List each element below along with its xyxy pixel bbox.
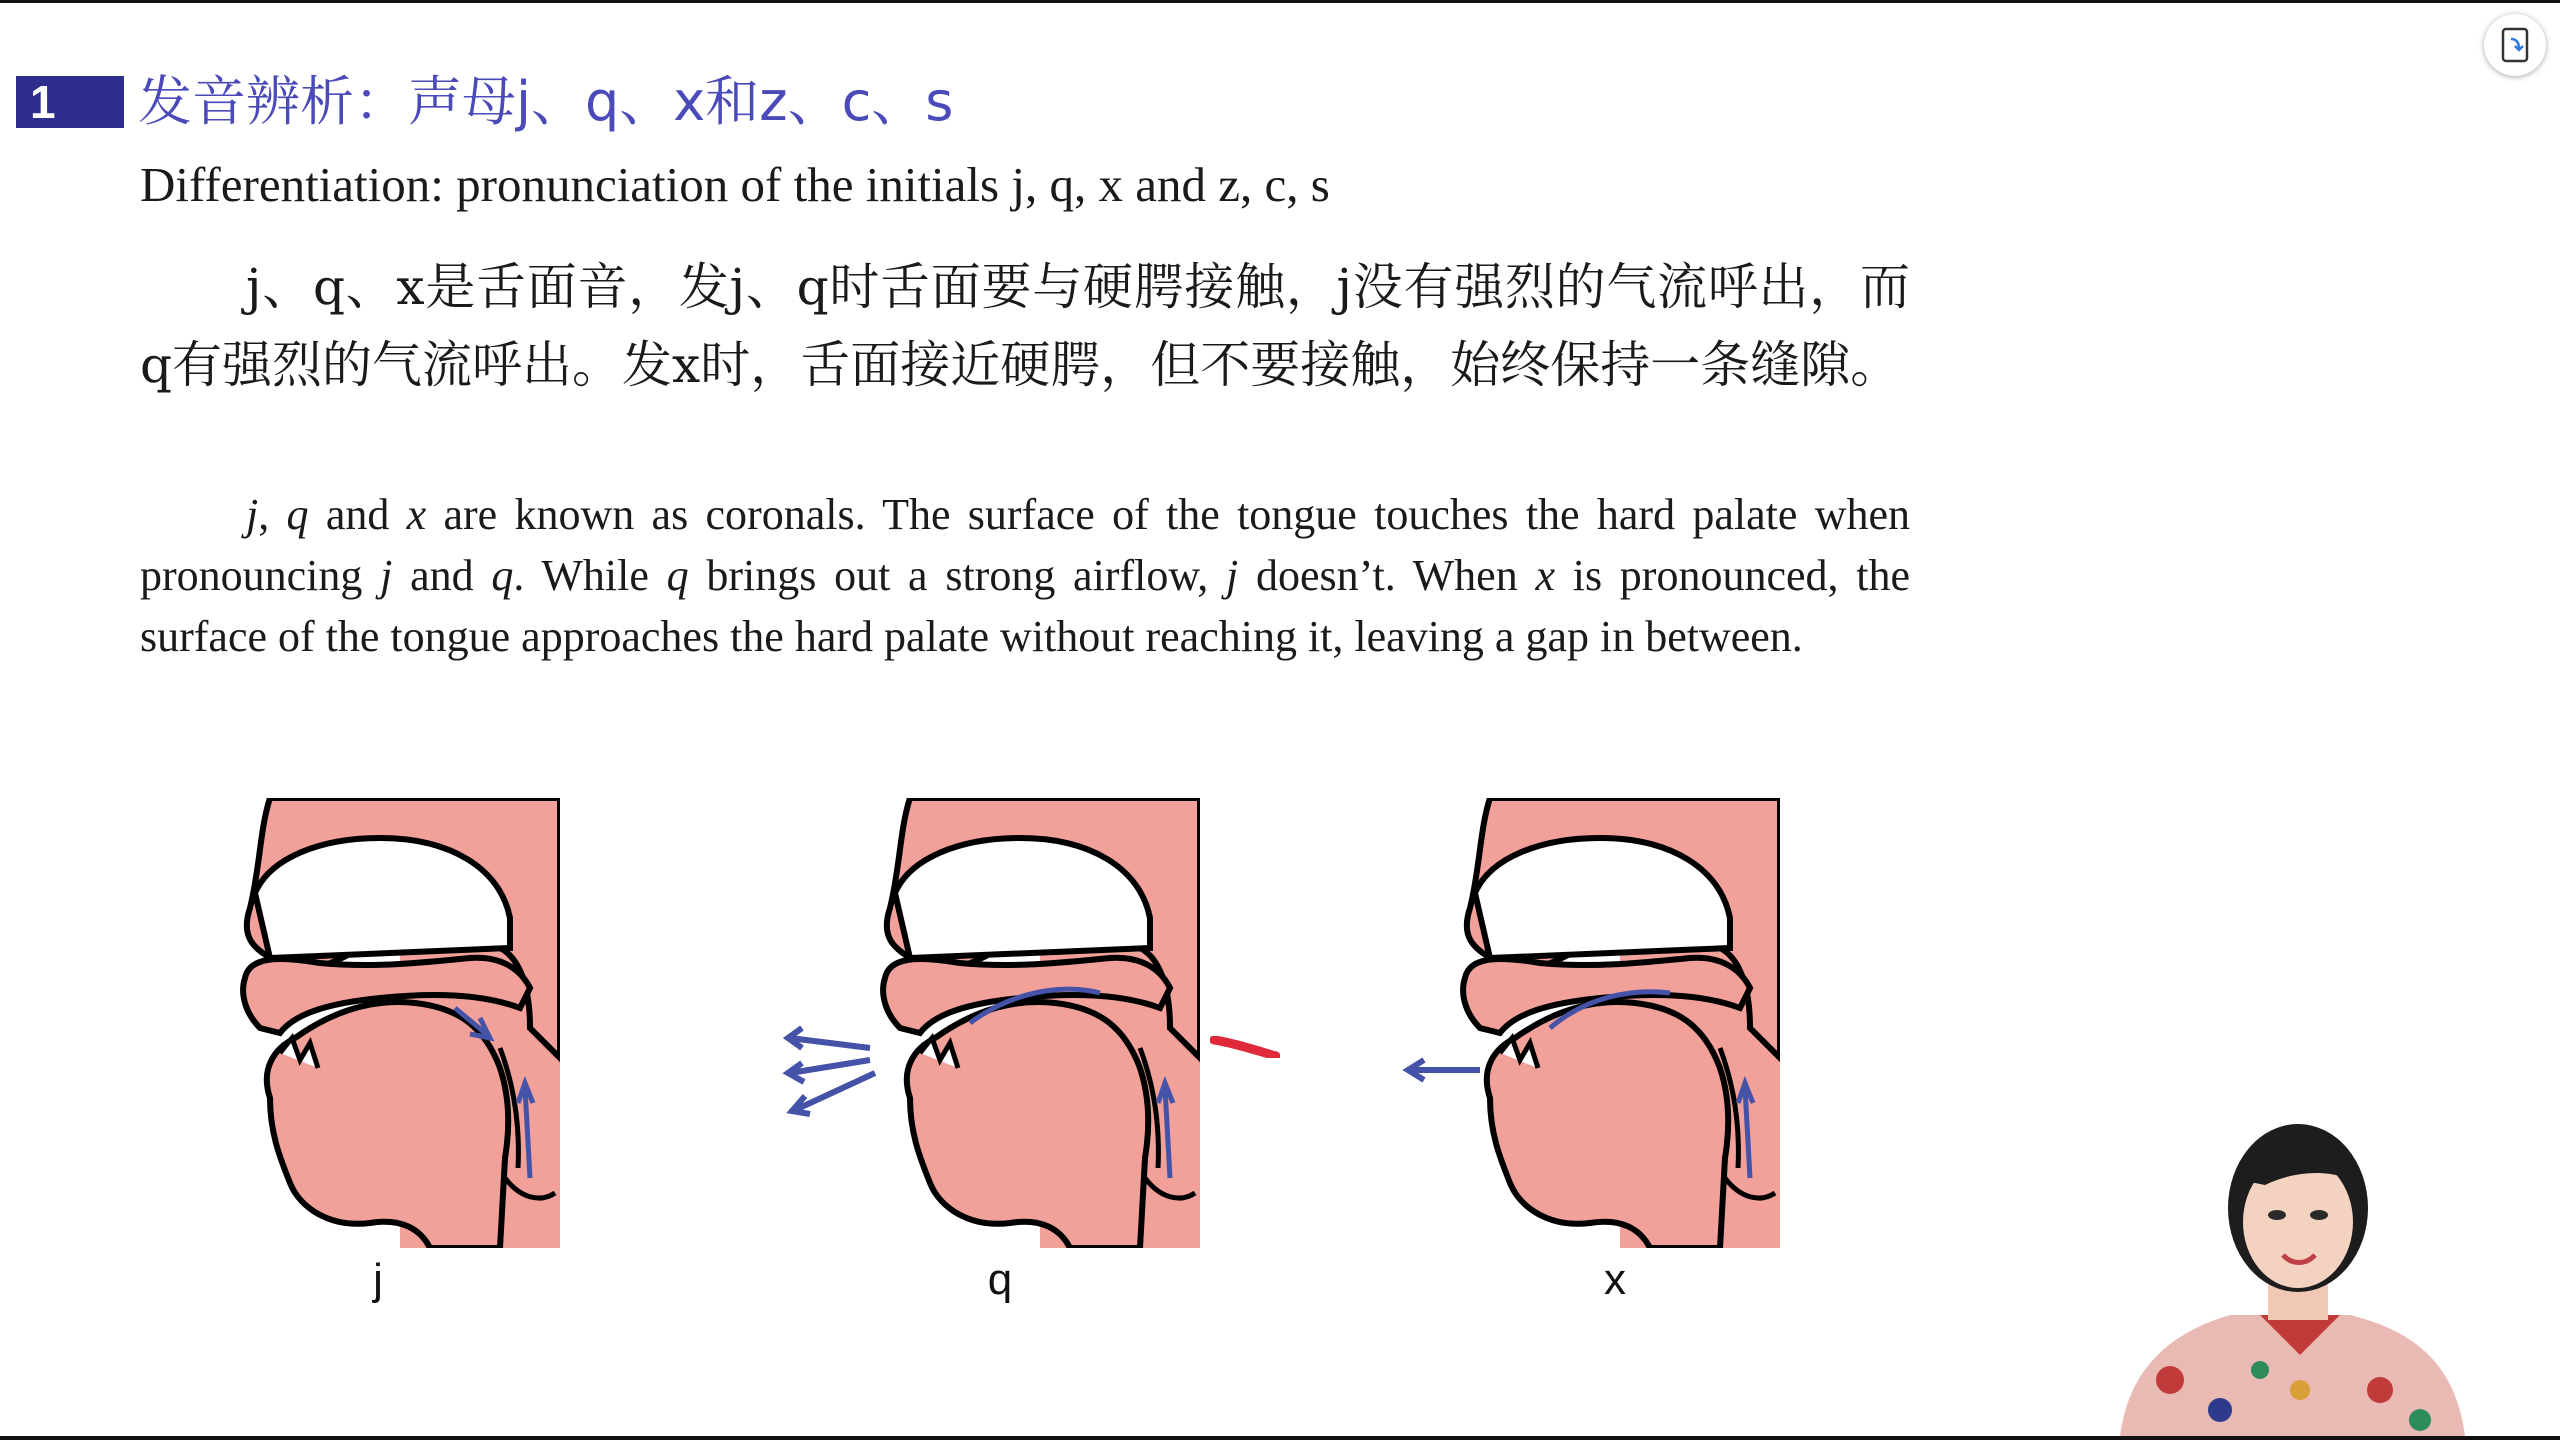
- top-border: [0, 0, 2560, 3]
- en-seg: q: [666, 551, 689, 600]
- en-seg: . While: [513, 551, 667, 600]
- bottom-border: [0, 1436, 2560, 1440]
- en-seg: brings out a strong airflow,: [688, 551, 1226, 600]
- en-seg: and: [308, 490, 407, 539]
- section-subtitle: Differentiation: pronunciation of the initials j, q, x and z, c, s: [140, 157, 1330, 212]
- en-seg: j: [1226, 551, 1239, 600]
- section-number-badge: 1: [16, 76, 124, 128]
- en-seg: are known as coronals. The surface of the tongue touches the hard palate when pronouncing: [140, 490, 1910, 600]
- document-arrow-button[interactable]: [2484, 14, 2546, 76]
- en-seg: q: [286, 490, 309, 539]
- en-seg: and: [392, 551, 492, 600]
- english-paragraph: [140, 484, 1910, 667]
- mouth-diagram-q: [780, 798, 1200, 1248]
- en-seg: ,: [258, 490, 287, 539]
- en-seg: j: [380, 551, 393, 600]
- section-title: 发音辨析：声母j、q、x和z、c、s: [138, 70, 954, 133]
- en-seg: x: [406, 490, 427, 539]
- en-seg: doesn’t. When: [1238, 551, 1536, 600]
- mouth-diagram-j: [200, 798, 560, 1248]
- mouth-diagram-x: [1400, 798, 1780, 1248]
- diagram-caption-q: q: [987, 1255, 1013, 1304]
- document-arrow-icon: [2499, 27, 2531, 63]
- en-seg: is pronounced, the surface of the tongue approaches the hard palate without reaching it, leaving a gap in between.: [140, 551, 1911, 661]
- pen-mark-icon: [1210, 1036, 1280, 1058]
- en-seg: q: [491, 551, 514, 600]
- en-seg: j: [246, 490, 259, 539]
- diagram-caption-x: x: [1604, 1255, 1626, 1304]
- en-seg: x: [1535, 551, 1555, 600]
- chinese-paragraph: j、q、x是舌面音，发j、q时舌面要与硬腭接触，j没有强烈的气流呼出，而q有强烈的气流呼出。发x时，舌面接近硬腭，但不要接触，始终保持一条缝隙。: [140, 258, 1910, 394]
- diagram-caption-j: j: [373, 1255, 383, 1304]
- presenter-video: [2100, 1090, 2480, 1436]
